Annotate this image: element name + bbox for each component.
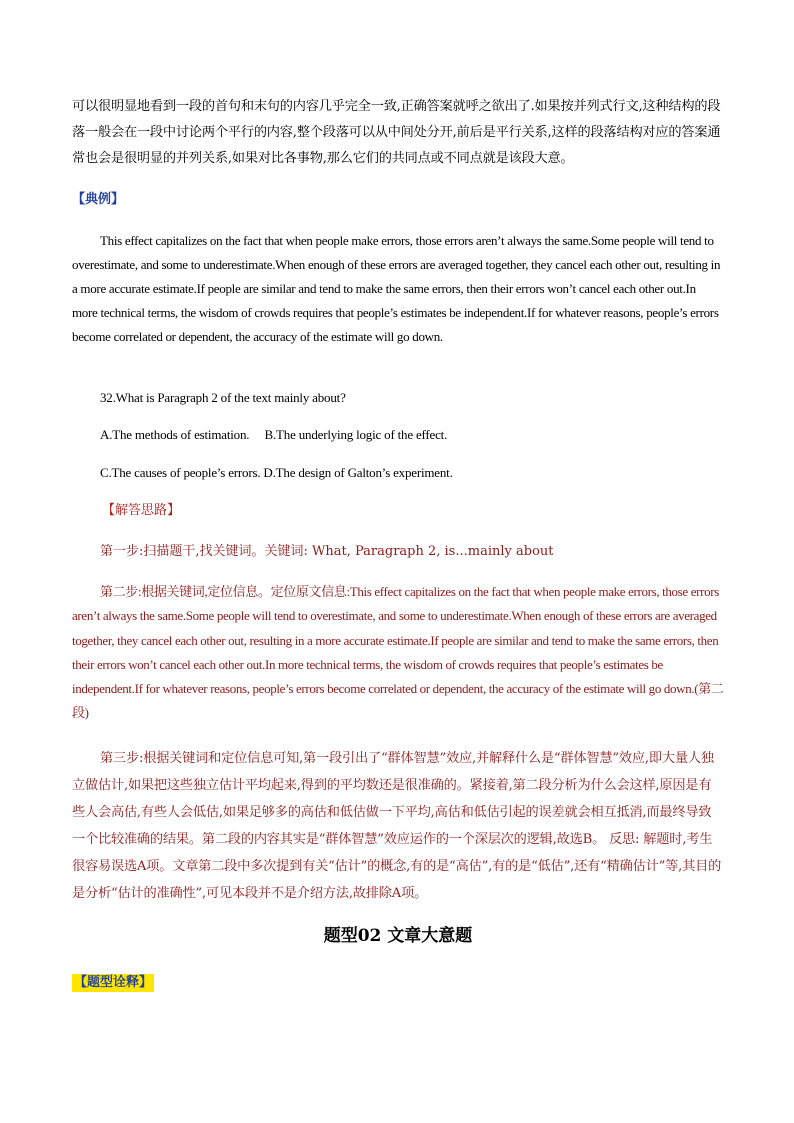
explanation-label: 【题型诠释】: [74, 975, 153, 990]
example-passage: This effect capitalizes on the fact that when people make errors, those errors aren’t always the same.Some people will tend to overestimate, and some to underestimate.When enough of these errors are averaged together, they cancel each other out, resulting in a more accurate estimate.If people are similar and tend to make the same errors, then their errors won’t cancel each other out.In more technical terms, the wisdom of crowds requires that people’s estimates be independent.If for whatever reasons, people’s errors become correlated or dependent, the accuracy of the estimate will go down.: [72, 233, 721, 344]
step-two: 第二步:根据关键词,定位信息。定位原文信息:This effect capitalizes on the fact that when people make errors, those errors aren’t always the same.Some people will tend to overestimate, and some to underestimate.When enough of these errors are averaged together, they cancel each other out, resulting in a more accurate estimate.If people are similar and tend to make the same errors, then their errors won’t cancel each other out.In more technical terms, the wisdom of crowds requires that people’s estimates be independent.If for whatever reasons, people’s errors become correlated or dependent, the accuracy of the estimate will go down.(第二段): [72, 584, 724, 721]
example-label: 【典例】: [72, 192, 125, 207]
section-title: 题型02 文章大意题: [323, 926, 473, 946]
question-options-cd: C.The causes of people’s errors. D.The design of Galton’s experiment.: [100, 465, 453, 480]
question-options-ab: A.The methods of estimation. B.The underlying logic of the effect.: [100, 427, 448, 442]
step-three: 第三步:根据关键词和定位信息可知,第一段引出了“群体智慧”效应,并解释什么是“群体智慧”效应,即大量人独立做估计,如果把这些独立估计平均起来,得到的平均数还是很准确的。紧接着,第二段分析为什么会这样,原因是有些人会高估,有些人会低估,如果足够多的高估和低估做一下平均,高估和低估引起的误差就会相互抵消,而最终导致一个比较准确的结果。第二段的内容其实是“群体智慧”效应运作的一个深层次的逻辑,故选B。 反思: 解题时,考生很容易误选A项。文章第二段中多次提到有关“估计”的概念,有的是“高估”,有的是“低估”,还有“精确估计”等,其目的是分析“估计的准确性”,可见本段并不是介绍方法,故排除A项。: [72, 751, 722, 901]
intro-paragraph: 可以很明显地看到一段的首句和末句的内容几乎完全一致,正确答案就呼之欲出了.如果按并列式行文,这种结构的段落一般会在一段中讨论两个平行的内容,整个段落可以从中间处分开,前后是平行关系,这样的段落结构对应的答案通常也会是很明显的并列关系,如果对比各事物,那么它们的共同点或不同点就是该段大意。: [72, 99, 721, 166]
step-one: 第一步:扫描题干,找关键词。关键词: What, Paragraph 2, is...mainly about: [100, 544, 554, 559]
question-stem: 32.What is Paragraph 2 of the text mainly about?: [100, 390, 346, 405]
solution-label: 【解答思路】: [102, 503, 181, 518]
